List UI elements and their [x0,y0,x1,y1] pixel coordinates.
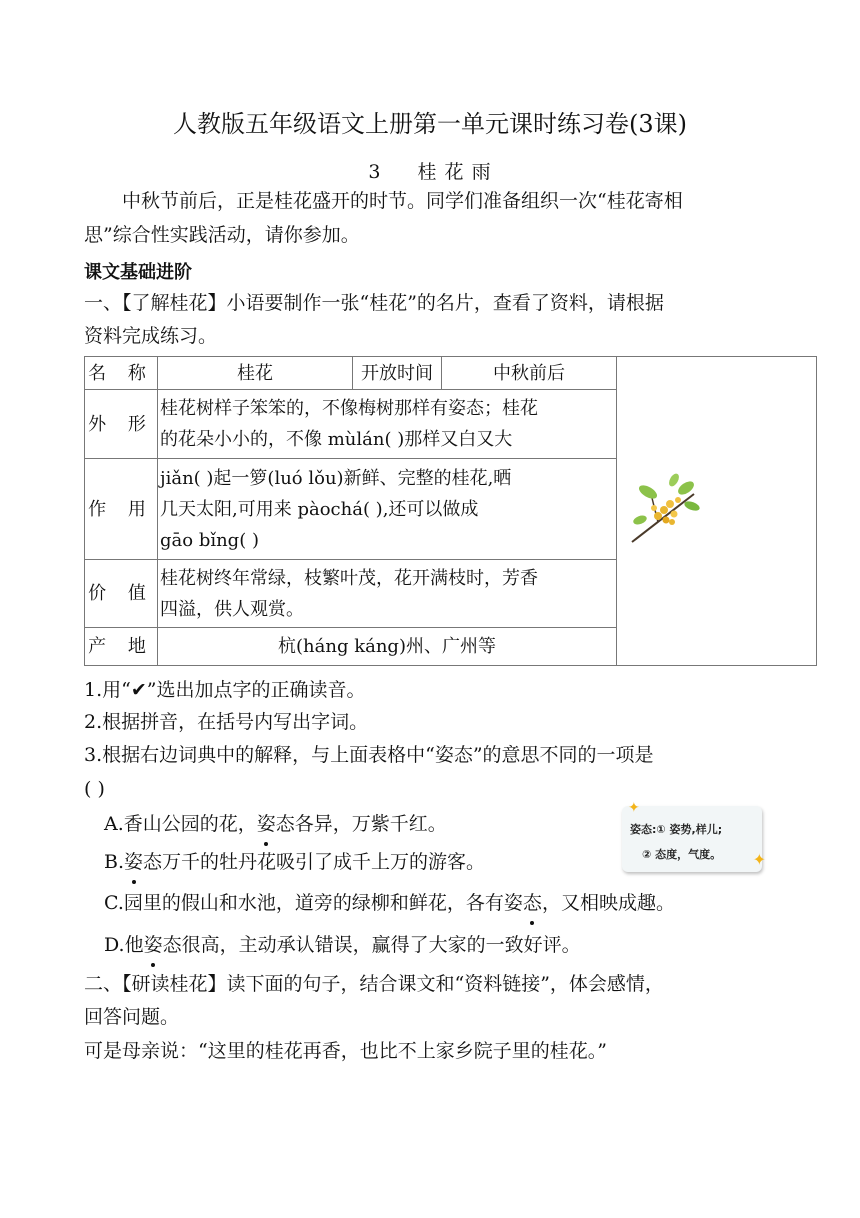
option-a-text-end: 各异，万紫千红。 [294,813,447,835]
appearance-line-2: 的花朵小小的，不像 mùlán( )那样又白又大 [160,429,513,450]
task-3-answer-blank: ( ) [84,778,105,800]
task-1: 1.用“✔”选出加点字的正确读音。 [84,679,366,701]
bloom-time-value: 中秋前后 [442,357,617,390]
star-icon: ✦ [752,850,766,869]
option-c-text-start: C.园里的假山和水池，道旁的绿柳和鲜花，各有 [104,892,504,914]
option-c-char: 姿 [503,892,523,914]
dotted-char: 姿 [257,808,276,841]
option-b [104,846,485,879]
dotted-char: 态 [523,887,542,920]
option-d-text-end: 很高，主动承认错误，赢得了大家的一致好评。 [181,934,581,956]
intro-line-2: 思”综合性实践活动，请你参加。 [84,224,360,246]
option-a-text-start: A.香山公园的花， [104,813,257,835]
option-c [104,887,675,920]
name-value: 桂花 [158,357,353,390]
option-b-text-start: B. [104,851,125,873]
value-header: 价 值 [85,560,158,628]
task-3: 3.根据右边词典中的解释，与上面表格中“姿态”的意思不同的一项是 [84,744,654,766]
option-b-text-end: 万千的牡丹花吸引了成千上万的游客。 [162,851,486,873]
value-value [158,560,617,628]
appearance-value [158,390,617,459]
dotted-char: 姿 [124,846,143,879]
option-a [104,808,447,841]
quote-sentence: 可是母亲说：“这里的桂花再香，也比不上家乡院子里的桂花。” [84,1040,607,1062]
option-b-char: 态 [143,851,163,873]
appearance-line-1: 桂花树样子笨笨的，不像梅树那样有姿态；桂花 [160,398,538,419]
bloom-time-header: 开放时间 [353,357,442,390]
dictionary-line-1: 姿态:① 姿势,样儿; [630,823,723,836]
question-1-line-1: 一、【了解桂花】小语要制作一张“桂花”的名片，查看了资料，请根据 [84,292,664,314]
dictionary-line-2: ② 态度，气度。 [642,848,722,861]
task-2: 2.根据拼音，在括号内写出字词。 [84,711,369,733]
lesson-name: 桂 花 雨 [417,161,492,183]
use-header: 作 用 [85,459,158,560]
osmanthus-flower-icon [628,470,700,548]
appearance-header: 外 形 [85,390,158,459]
value-line-2: 四溢，供人观赏。 [160,598,304,620]
option-d-char: 态 [162,934,182,956]
lesson-heading [0,157,860,184]
name-header: 名 称 [85,357,158,390]
dictionary-note [622,800,766,872]
option-d [104,929,581,962]
option-d-text-start: D.他 [104,934,144,956]
lesson-number: 3 [368,161,382,183]
origin-value: 杭(háng káng)州、广州等 [158,628,617,666]
osmanthus-card-table [84,356,817,666]
use-value [158,459,617,560]
value-line-1: 桂花树终年常绿，枝繁叶茂，花开满枝时，芳香 [160,567,538,589]
use-line-2: 几天太阳,可用来 pàochá( ),还可以做成 [160,498,479,520]
page-title: 人教版五年级语文上册第一单元课时练习卷(3课) [173,110,687,138]
question-2-line-2: 回答问题。 [84,1006,180,1028]
origin-header: 产 地 [85,628,158,666]
question-2-line-1: 二、【研读桂花】读下面的句子，结合课文和“资料链接”，体会感情， [84,973,664,995]
use-line-3: gāo bǐng( ) [160,529,259,551]
intro-line-1: 中秋节前后，正是桂花盛开的时节。同学们准备组织一次“桂花寄相 [122,190,683,212]
star-icon: ✦ [628,800,640,816]
option-a-char: 态 [275,813,295,835]
section-heading: 课文基础进阶 [84,262,192,283]
use-line-1: jiǎn( )起一箩(luó lǒu)新鲜、完整的桂花,晒 [160,467,512,489]
dotted-char: 姿 [144,929,163,962]
question-1-line-2: 资料完成练习。 [84,325,218,347]
option-c-text-end: ，又相映成趣。 [541,892,675,914]
